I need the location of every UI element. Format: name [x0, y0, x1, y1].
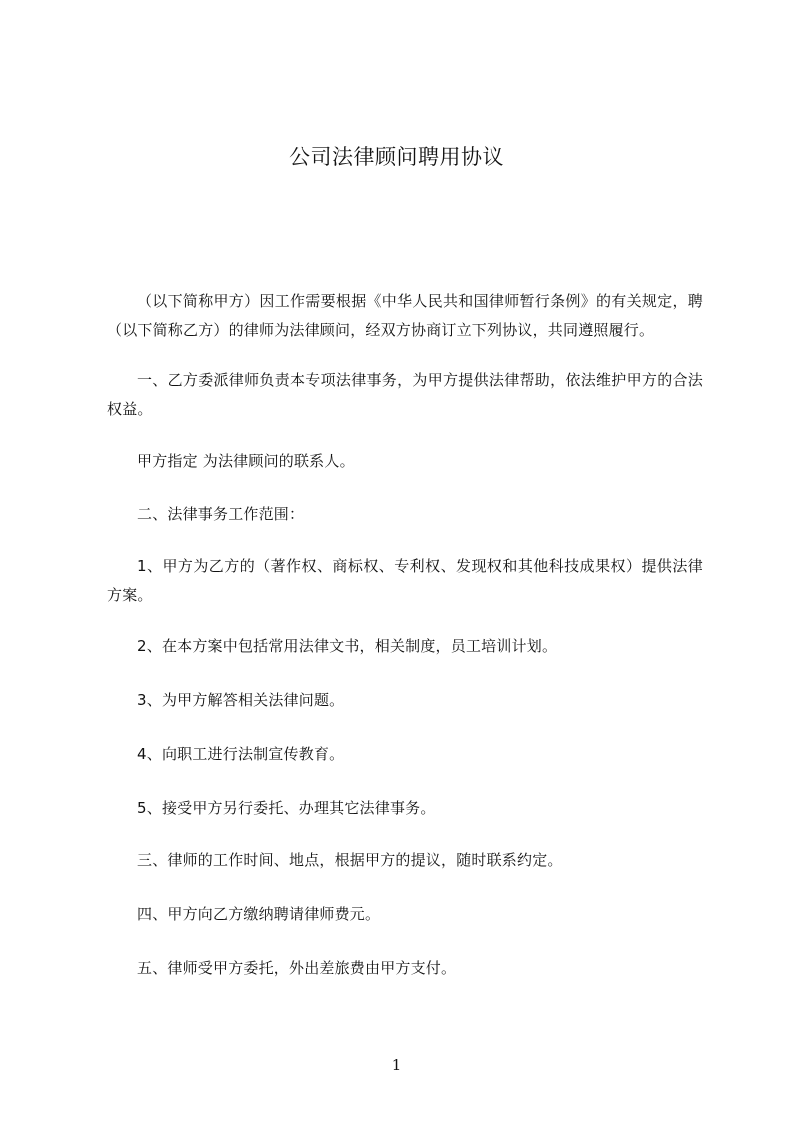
paragraph-contact: 甲方指定 为法律顾问的联系人。 — [137, 452, 355, 470]
paragraph-clause-1: 一、乙方委派律师负责本专项法律事务，为甲方提供法律帮助，依法维护甲方的合法权益。 — [107, 371, 703, 418]
paragraph-scope-1: 1、甲方为乙方的（著作权、商标权、专利权、发现权和其他科技成果权）提供法律方案。 — [107, 557, 703, 604]
paragraph-preamble: （以下简称甲方）因工作需要根据《中华人民共和国律师暂行条例》的有关规定，聘 （以下简称乙方）的律师为法律顾问，经双方协商订立下列协议，共同遵照履行。 — [107, 292, 719, 339]
document-title: 公司法律顾问聘用协议 — [289, 145, 504, 169]
paragraph-clause-3: 三、律师的工作时间、地点，根据甲方的提议，随时联系约定。 — [137, 851, 563, 869]
paragraph-clause-2-heading: 二、法律事务工作范围： — [137, 505, 305, 523]
paragraph-clause-4: 四、甲方向乙方缴纳聘请律师费元。 — [137, 905, 381, 923]
page-number: 1 — [391, 1056, 402, 1074]
paragraph-clause-5: 五、律师受甲方委托，外出差旅费由甲方支付。 — [137, 959, 457, 977]
paragraph-scope-4: 4、向职工进行法制宣传教育。 — [137, 745, 345, 763]
paragraph-scope-3: 3、为甲方解答相关法律问题。 — [137, 691, 345, 709]
paragraph-scope-5: 5、接受甲方另行委托、办理其它法律事务。 — [137, 799, 436, 817]
paragraph-scope-2: 2、在本方案中包括常用法律文书，相关制度，员工培训计划。 — [137, 637, 558, 655]
